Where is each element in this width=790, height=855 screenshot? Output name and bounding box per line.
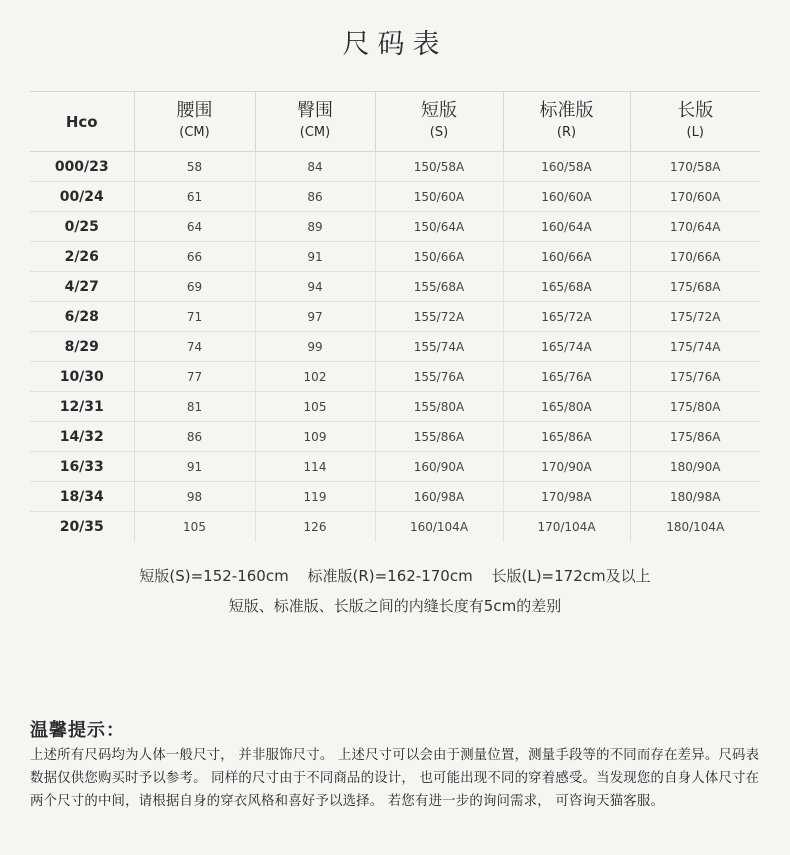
regular-cell: 170/98A (503, 482, 630, 512)
regular-cell: 165/76A (503, 362, 630, 392)
size-code-cell: 14/32 (30, 422, 134, 452)
waist-cell: 74 (134, 332, 255, 362)
table-row (30, 212, 760, 242)
long-cell: 175/74A (630, 332, 760, 362)
size-code-cell: 12/31 (30, 392, 134, 422)
hip-cell: 86 (255, 182, 375, 212)
size-code-cell: 18/34 (30, 482, 134, 512)
waist-cell: 61 (134, 182, 255, 212)
size-code-cell: 00/24 (30, 182, 134, 212)
waist-cell: 69 (134, 272, 255, 302)
table-row (30, 182, 760, 212)
version-length-note (0, 565, 790, 586)
short-cell: 160/98A (375, 482, 503, 512)
hip-cell: 126 (255, 512, 375, 542)
regular-cell: 160/66A (503, 242, 630, 272)
header-regular-label: 标准版 (539, 100, 594, 121)
hip-cell: 91 (255, 242, 375, 272)
hip-cell: 99 (255, 332, 375, 362)
short-length-note: 短版(S)=152-160cm (139, 567, 289, 585)
table-row (30, 482, 760, 512)
long-cell: 175/80A (630, 392, 760, 422)
long-cell: 170/58A (630, 152, 760, 182)
hip-cell: 102 (255, 362, 375, 392)
header-short-code: (S) (429, 125, 449, 140)
header-long-code: (L) (686, 125, 704, 140)
waist-cell: 58 (134, 152, 255, 182)
short-cell: 155/74A (375, 332, 503, 362)
waist-cell: 77 (134, 362, 255, 392)
waist-cell: 86 (134, 422, 255, 452)
header-hip-unit: (CM) (299, 125, 331, 140)
long-cell: 180/98A (630, 482, 760, 512)
long-cell: 175/86A (630, 422, 760, 452)
size-table (30, 91, 760, 542)
waist-cell: 66 (134, 242, 255, 272)
hip-cell: 109 (255, 422, 375, 452)
regular-cell: 160/58A (503, 152, 630, 182)
long-cell: 170/60A (630, 182, 760, 212)
header-hip-label: 臀围 (297, 100, 333, 121)
short-cell: 155/68A (375, 272, 503, 302)
regular-cell: 165/80A (503, 392, 630, 422)
header-waist (134, 92, 255, 152)
header-short (375, 92, 503, 152)
size-code-cell: 2/26 (30, 242, 134, 272)
header-waist-label: 腰围 (176, 100, 213, 121)
page-title: 尺码表 (342, 29, 448, 60)
waist-cell: 98 (134, 482, 255, 512)
waist-cell: 64 (134, 212, 255, 242)
regular-length-note: 标准版(R)=162-170cm (307, 567, 473, 585)
hip-cell: 114 (255, 452, 375, 482)
hip-cell: 89 (255, 212, 375, 242)
waist-cell: 105 (134, 512, 255, 542)
header-waist-unit: (CM) (179, 125, 210, 140)
table-row (30, 302, 760, 332)
short-cell: 160/104A (375, 512, 503, 542)
short-cell: 150/64A (375, 212, 503, 242)
table-row (30, 422, 760, 452)
table-row (30, 242, 760, 272)
short-cell: 155/86A (375, 422, 503, 452)
hip-cell: 119 (255, 482, 375, 512)
regular-cell: 160/60A (503, 182, 630, 212)
hip-cell: 84 (255, 152, 375, 182)
long-cell: 180/104A (630, 512, 760, 542)
short-cell: 150/60A (375, 182, 503, 212)
header-long-label: 长版 (677, 100, 714, 121)
header-regular-code: (R) (556, 125, 577, 140)
short-cell: 155/72A (375, 302, 503, 332)
size-code-cell: 000/23 (30, 152, 134, 182)
table-row (30, 512, 760, 542)
hip-cell: 97 (255, 302, 375, 332)
table-row (30, 332, 760, 362)
size-code-cell: 6/28 (30, 302, 134, 332)
short-cell: 150/66A (375, 242, 503, 272)
size-code-cell: 16/33 (30, 452, 134, 482)
long-length-note: 长版(L)=172cm及以上 (491, 567, 651, 585)
regular-cell: 165/74A (503, 332, 630, 362)
waist-cell: 91 (134, 452, 255, 482)
hip-cell: 105 (255, 392, 375, 422)
short-cell: 155/80A (375, 392, 503, 422)
regular-cell: 170/90A (503, 452, 630, 482)
table-row (30, 272, 760, 302)
regular-cell: 170/104A (503, 512, 630, 542)
header-regular (503, 92, 630, 152)
long-cell: 175/68A (630, 272, 760, 302)
long-cell: 170/66A (630, 242, 760, 272)
header-short-label: 短版 (421, 100, 457, 121)
size-code-cell: 0/25 (30, 212, 134, 242)
tips-text: 上述所有尺码均为人体一般尺寸， 并非服饰尺寸。 上述尺寸可以会由于测量位置，测量手段等的不同而存在差异。尺码表数据仅供您购买时予以参考。 同样的尺寸由于不同商品的设计， 也可能出现不同的穿着感受。当发现您的自身人体尺寸在两个尺寸的中间，请根据自身的穿衣风格和喜好予以选择。 若您有进一步的询问需求， 可咨询天猫客服。 (30, 748, 760, 809)
regular-cell: 165/72A (503, 302, 630, 332)
size-code-cell: 20/35 (59, 518, 104, 535)
short-cell: 155/76A (375, 362, 503, 392)
table-row (30, 452, 760, 482)
table-row (30, 152, 760, 182)
header-hip (255, 92, 375, 152)
inseam-difference-note: 短版、标准版、长版之间的内缝长度有5cm的差别 (228, 597, 562, 615)
size-code-cell: 4/27 (30, 272, 134, 302)
regular-cell: 165/86A (503, 422, 630, 452)
waist-cell: 71 (134, 302, 255, 332)
regular-cell: 165/68A (503, 272, 630, 302)
short-cell: 160/90A (375, 452, 503, 482)
size-code-cell: 8/29 (30, 332, 134, 362)
header-long (630, 92, 760, 152)
long-cell: 170/64A (630, 212, 760, 242)
hip-cell: 94 (255, 272, 375, 302)
long-cell: 175/76A (630, 362, 760, 392)
header-row (30, 92, 760, 152)
header-size-code (30, 92, 134, 152)
regular-cell: 160/64A (503, 212, 630, 242)
long-cell: 180/90A (630, 452, 760, 482)
table-row (30, 392, 760, 422)
tips-heading: 温馨提示： (30, 720, 125, 741)
header-size-code-label: Hco (65, 113, 98, 131)
size-code-cell: 10/30 (30, 362, 134, 392)
long-cell: 175/72A (630, 302, 760, 332)
waist-cell: 81 (134, 392, 255, 422)
short-cell: 150/58A (375, 152, 503, 182)
table-row (30, 362, 760, 392)
